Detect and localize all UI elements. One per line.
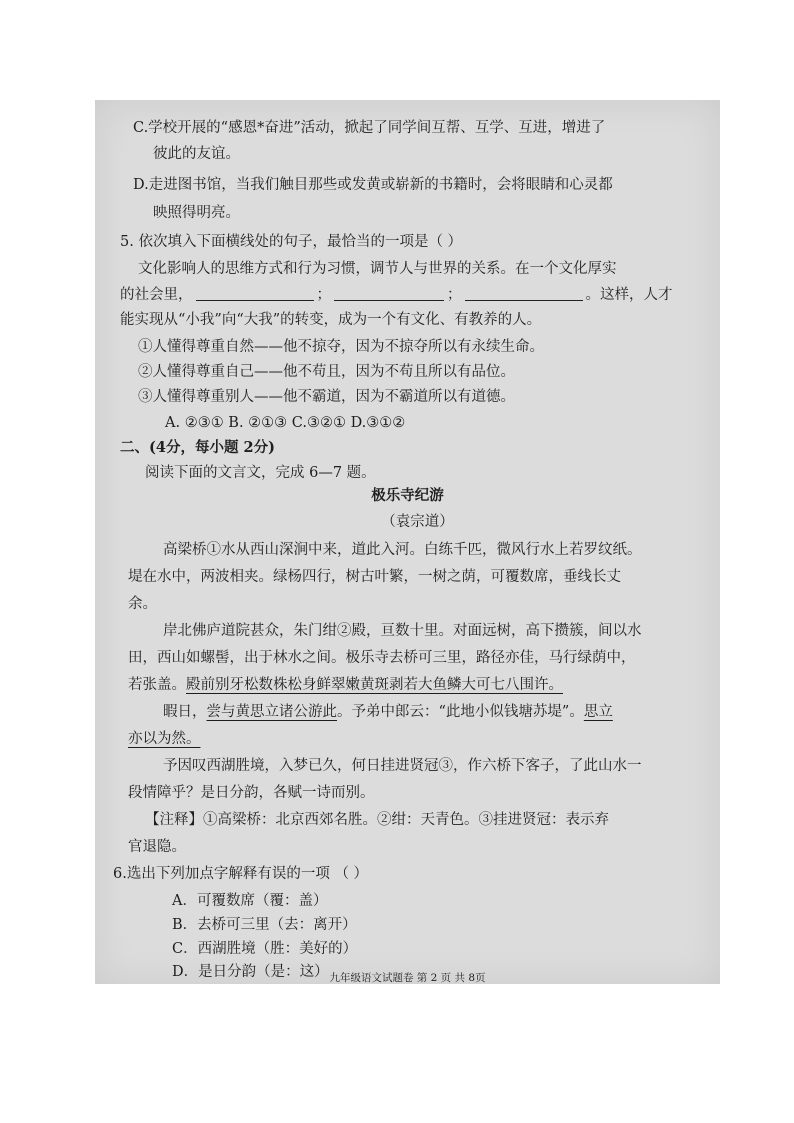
q4-option-d-line2: 映照得明亮。 [153,205,240,221]
q5-blank-3 [465,286,583,301]
section-2-instruction: 阅读下面的文言文，完成 6—7 题。 [145,465,376,481]
q5-item-3: ③人懂得尊重别人——他不霸道，因为不霸道所以有道德。 [138,389,515,405]
passage-author: （袁宗道） [381,514,454,530]
passage-p1-line2: 堤在水中，两波相夹。绿杨四行，树古叶繁，一树之荫，可覆数席，垂线长丈 [128,569,621,585]
q6-option-c: C．西湖胜境（胜：美好的） [172,941,358,957]
passage-p3-line1 [163,702,613,722]
q5-stem: 5. 依次填入下面横线处的句子，最恰当的一项是（ ） [120,234,463,250]
q4-option-c-line2: 彼此的友谊。 [153,146,240,162]
notes-line2: 官退隐。 [128,839,186,855]
passage-p2-line2: 田，西山如螺髻，出于林水之间。极乐寺去桥可三里，路径亦佳，马行绿荫中， [128,650,636,666]
underlined-sentence-2: 尝与黄思立诸公游此 [206,704,337,720]
notes-line1: 【注释】①高梁桥：北京西郊名胜。②绀：天青色。③挂进贤冠：表示弃 [145,812,609,828]
q5-blank-1 [196,286,314,301]
q6-stem: 6.选出下列加点字解释有误的一项 （ ） [113,866,369,882]
q5-choices: A. ②③① B. ②①③ C.③②① D.③①② [165,415,406,431]
page-footer: 九年级语文试题卷 第 2 页 共 8页 [329,972,486,984]
exam-page [95,100,720,984]
passage-p4-line2: 段情障乎？是日分韵，各赋一诗而别。 [128,785,375,801]
q6-option-a: A．可覆数席（覆：盖） [172,893,328,909]
q5-passage-line3: 能实现从“小我”向“大我”的转变，成为一个有文化、有教养的人。 [120,312,542,328]
passage-p1-line1: 高梁桥①水从西山深涧中来，道此入河。白练千匹，微风行水上若罗纹纸。 [163,542,642,558]
q5-passage-line1: 文化影响人的思维方式和行为习惯，调节人与世界的关系。在一个文化厚实 [138,261,617,277]
q5-passage-end: 。这样，人才 [585,287,673,303]
q6-option-d: D．是日分韵（是：这） [172,964,329,980]
passage-p3-phrase-2: 。予弟中郎云：“此地小似钱塘苏堤”。 [337,704,584,720]
q5-item-1: ①人懂得尊重自然——他不掠夺，因为不掠夺所以有永续生命。 [138,339,544,355]
underlined-sentence-1: 殿前别牙松数株松身鲜翠嫩黄斑剥若大鱼鳞大可七八围许。 [186,677,563,693]
passage-p2-line1: 岸北佛庐道院甚众，朱门绀②殿，亘数十里。对面远树，高下攒簇，间以水 [163,623,642,639]
underlined-sentence-3b: 亦以为然。 [128,731,201,747]
q4-option-d-line1: D.走进图书馆，当我们触目那些或发黄或崭新的书籍时，会将眼睛和心灵都 [133,177,613,193]
passage-p1-line3: 余。 [128,596,157,612]
q5-blank-2 [334,286,444,301]
section-2-heading: 二、(4分，每小题 2分) [120,439,275,456]
q6-option-b: B．去桥可三里（去：离开） [172,917,357,933]
q5-passage-line2 [120,285,673,305]
underlined-sentence-3a: 思立 [583,704,613,720]
q5-separator-1: ； [316,287,331,303]
q4-option-c-line1: C.学校开展的“感恩*奋进”活动，掀起了同学间互帮、互学、互进，增进了 [133,120,606,136]
q5-passage-start: 的社会里， [120,287,193,303]
q5-item-2: ②人懂得尊重自己——他不苟且，因为不苟且所以有品位。 [138,364,515,380]
passage-p2-phrase: 若张盖。 [128,677,186,693]
passage-p2-line3 [128,675,563,695]
passage-p4-line1: 予因叹西湖胜境，入梦已久，何日挂进贤冠③，作六桥下客子，了此山水一 [163,758,642,774]
passage-title: 极乐寺纪游 [371,487,444,504]
q5-separator-2: ； [447,287,462,303]
passage-p3-phrase-1: 暇日， [163,704,207,720]
